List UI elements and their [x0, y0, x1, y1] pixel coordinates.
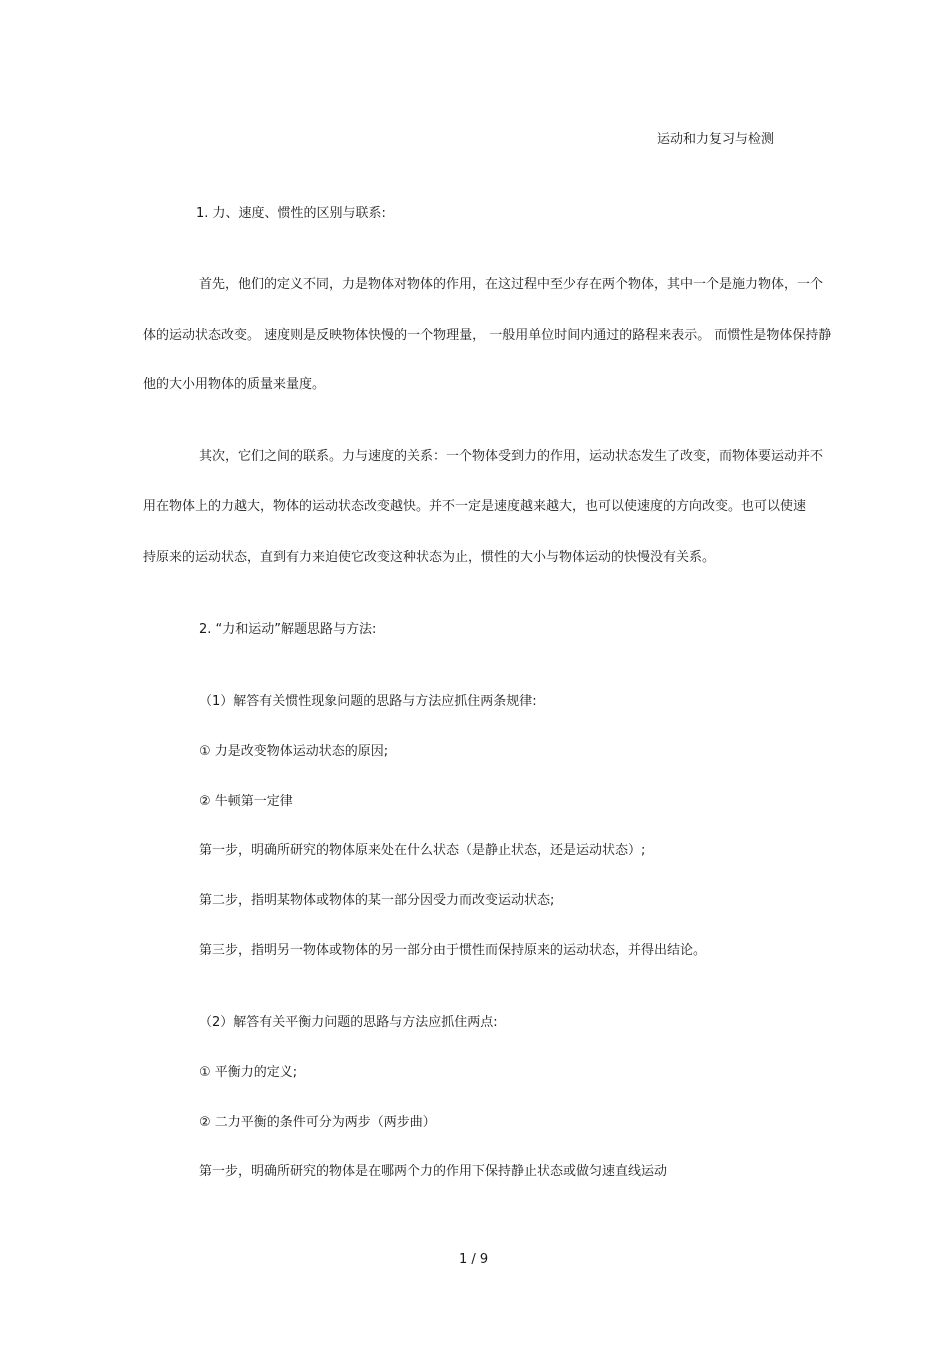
paragraph-line: 他的大小用物体的质量来量度。 — [143, 377, 326, 392]
paragraph-line: 用在物体上的力越大，物体的运动状态改变越快。并不一定是速度越来越大，也可以使速度的方向改变。也可以使速 — [143, 499, 807, 514]
paragraph-line: 持原来的运动状态，直到有力来迫使它改变这种状态为止，惯性的大小与物体运动的快慢没有关系。 — [143, 550, 716, 565]
list-item: ① 力是改变物体运动状态的原因; — [199, 744, 389, 759]
list-item: ① 平衡力的定义; — [199, 1065, 298, 1080]
step-line: 第三步，指明另一物体或物体的另一部分由于惯性而保持原来的运动状态，并得出结论。 — [199, 943, 707, 958]
paragraph-line: 首先，他们的定义不同，力是物体对物体的作用，在这过程中至少存在两个物体，其中一个是施力物体，一个 — [199, 277, 824, 292]
subsection-heading: （1）解答有关惯性现象问题的思路与方法应抓住两条规律: — [199, 694, 537, 709]
subsection-heading: （2）解答有关平衡力问题的思路与方法应抓住两点: — [199, 1015, 498, 1030]
paragraph-line: 体的运动状态改变。 速度则是反映物体快慢的一个物理量， 一般用单位时间内通过的路程来表示。 而惯性是物体保持静 — [143, 328, 832, 343]
document-title: 运动和力复习与检测 — [657, 132, 775, 147]
section-2-heading: 2. “力和运动”解题思路与方法: — [199, 622, 377, 637]
paragraph-line: 其次，它们之间的联系。力与速度的关系：一个物体受到力的作用，运动状态发生了改变，而物体要运动并不 — [199, 449, 824, 464]
step-line: 第一步，明确所研究的物体原来处在什么状态（是静止状态，还是运动状态）; — [199, 843, 646, 858]
list-item: ② 二力平衡的条件可分为两步（两步曲） — [199, 1115, 436, 1130]
section-1-heading: 1. 力、速度、惯性的区别与联系: — [196, 206, 386, 221]
step-line: 第二步，指明某物体或物体的某一部分因受力而改变运动状态; — [199, 893, 555, 908]
page-number: 1 / 9 — [459, 1252, 489, 1267]
step-line: 第一步，明确所研究的物体是在哪两个力的作用下保持静止状态或做匀速直线运动 — [199, 1164, 668, 1179]
list-item: ② 牛顿第一定律 — [199, 794, 293, 809]
